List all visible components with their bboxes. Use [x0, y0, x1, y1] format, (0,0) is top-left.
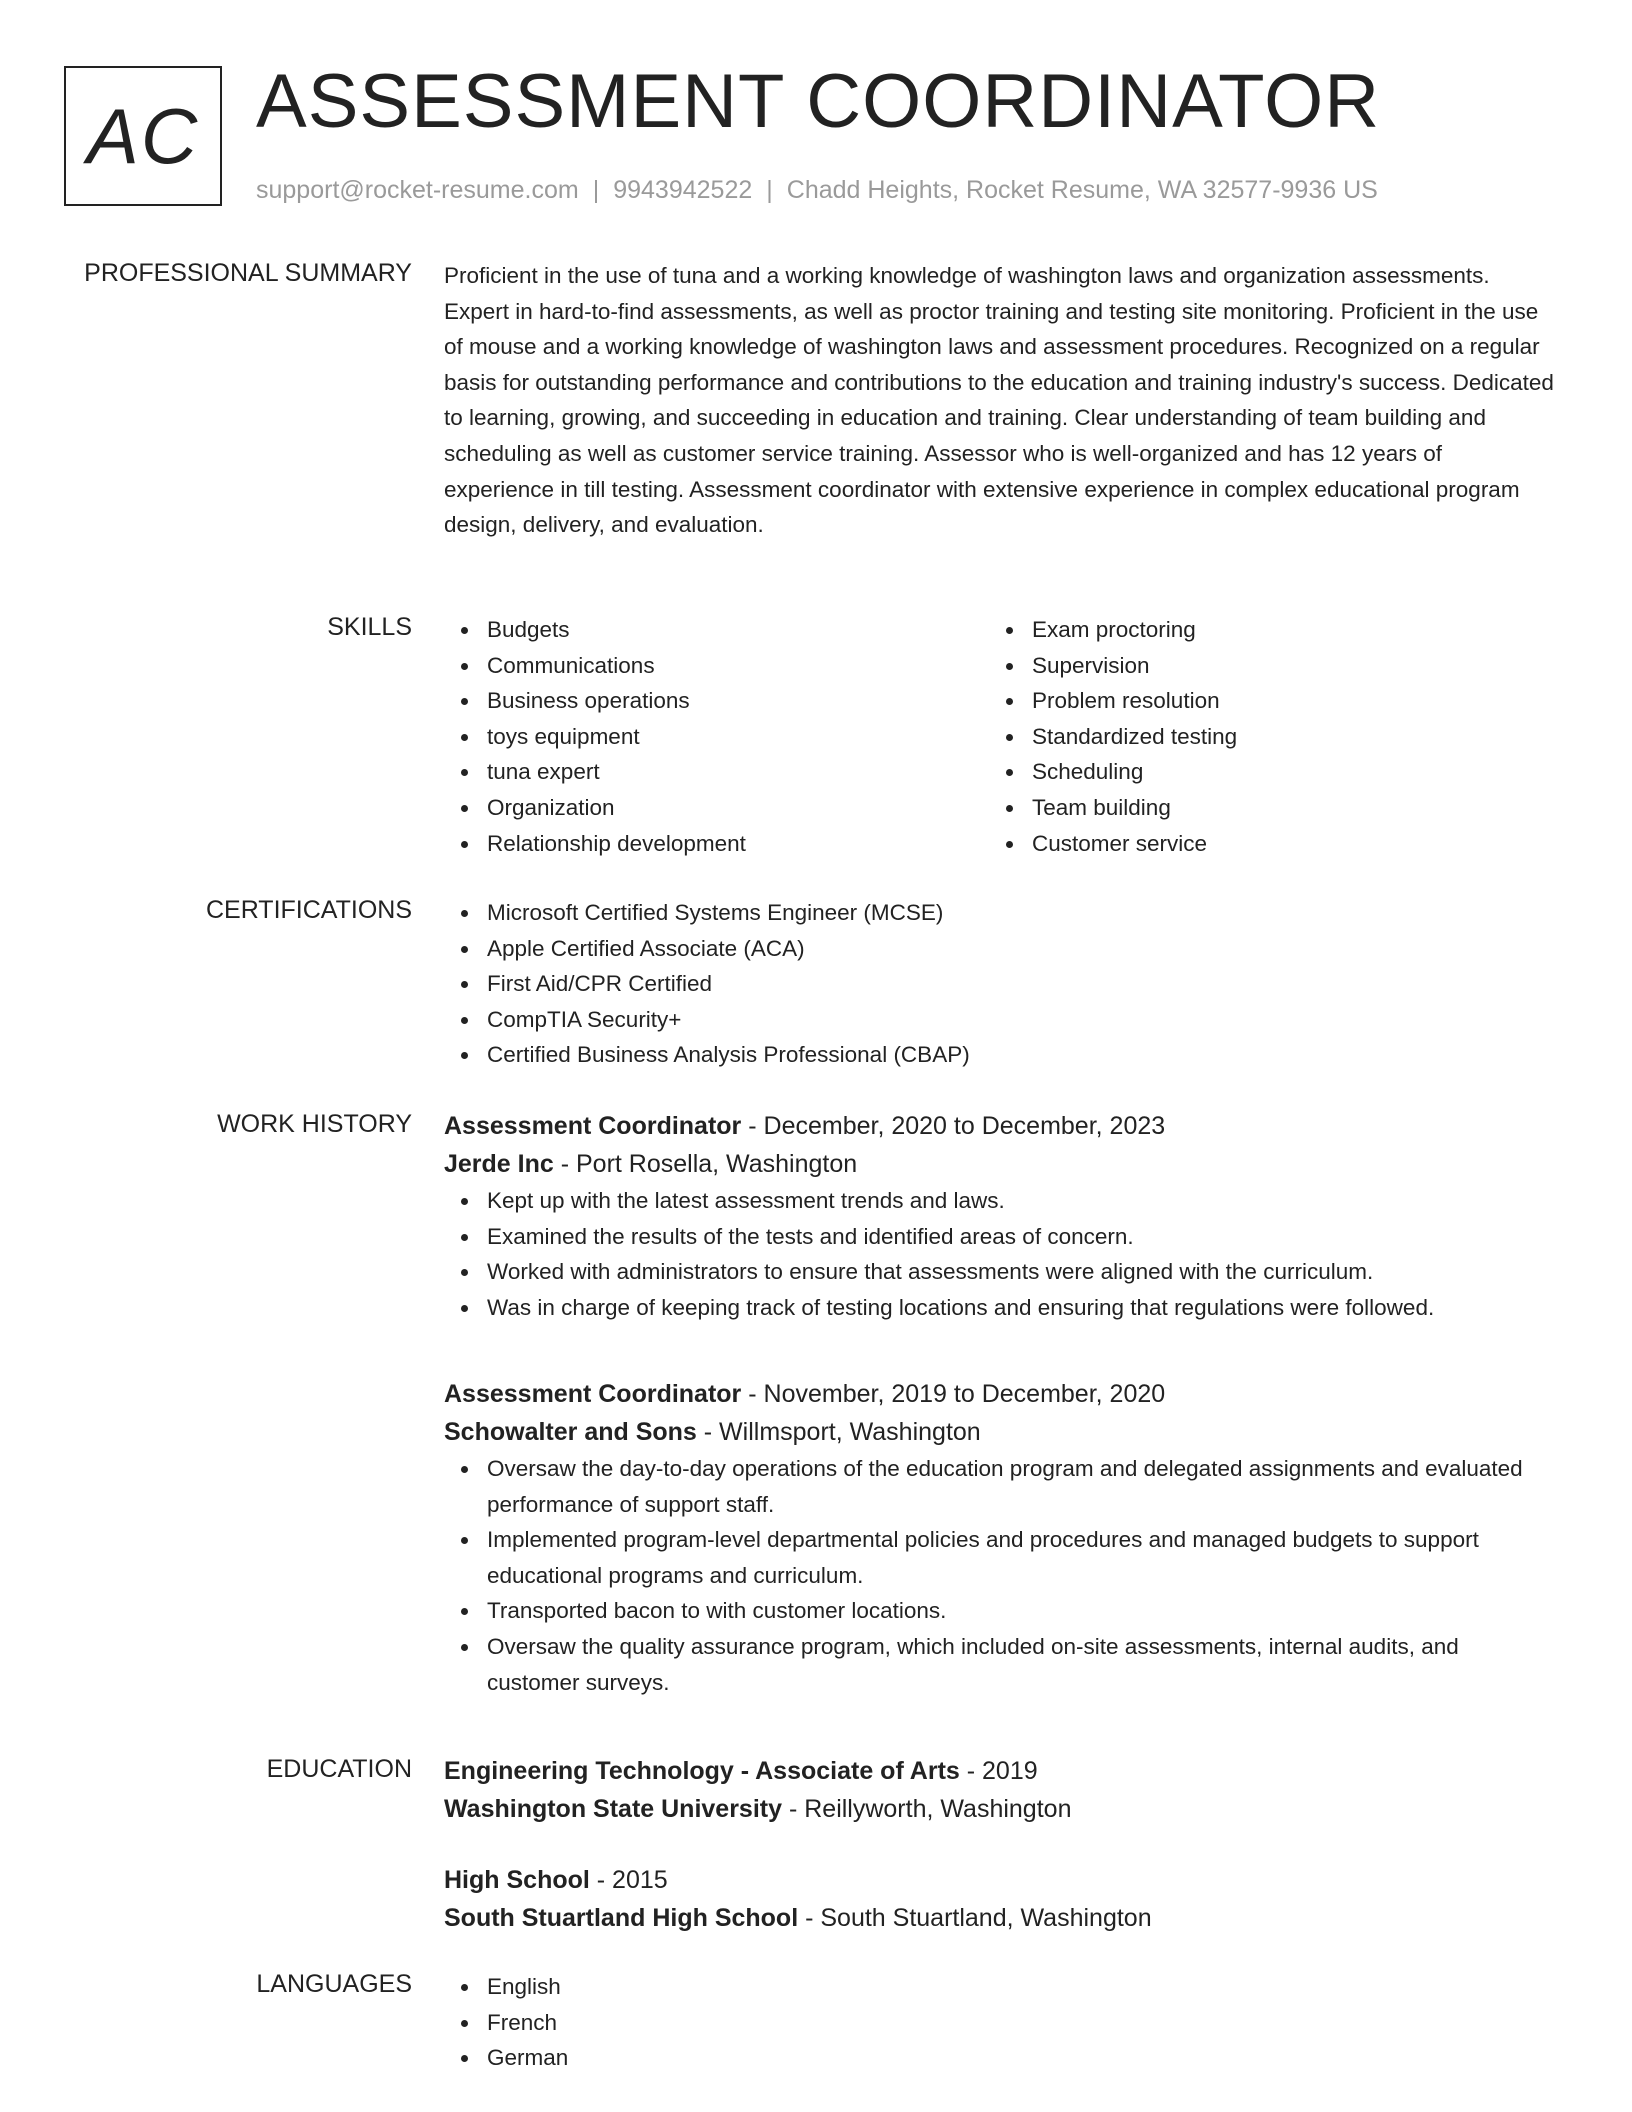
section-label-education: EDUCATION — [266, 1755, 412, 1783]
job-dates: - December, 2020 to December, 2023 — [741, 1112, 1166, 1140]
education-degree: Engineering Technology - Associate of Arts — [444, 1757, 960, 1785]
list-item: Budgets — [444, 612, 989, 648]
education-year: - 2015 — [589, 1866, 668, 1894]
list-item: Certified Business Analysis Professional (CBAP) — [444, 1037, 1554, 1073]
education-school-line — [444, 1899, 1554, 1937]
contact-address: Chadd Heights, Rocket Resume, WA 32577-9936 US — [786, 176, 1378, 204]
education-school-line — [444, 1790, 1554, 1828]
job-entry — [444, 1107, 1554, 1325]
list-item: Team building — [989, 790, 1534, 826]
list-item: Implemented program-level departmental policies and procedures and managed budgets to support educational programs and curriculum. — [444, 1522, 1554, 1593]
education-degree-line — [444, 1752, 1554, 1790]
contact-email[interactable]: support@rocket-resume.com — [256, 176, 579, 204]
summary-text: Proficient in the use of tuna and a working knowledge of washington laws and organization assessments. Expert in hard-to-find assessments, as well as proctor training and testing site monitoring. Proficient in the use of mouse and a working knowledge of washington laws and assessment procedures. Recognized on a regular basis for outstanding performance and contributions to the education and training industry's success. Dedicated to learning, growing, and succeeding in education and training. Clear understanding of team building and scheduling as well as customer service training. Assessor who is well-organized and has 12 years of experience in till testing. Assessment coordinator with extensive experience in complex educational program design, delivery, and evaluation. — [444, 263, 1554, 538]
job-title-line — [444, 1375, 1554, 1413]
section-label-skills: SKILLS — [327, 613, 412, 641]
job-bullets — [444, 1183, 1554, 1325]
list-item: Business operations — [444, 683, 989, 719]
education-degree: High School — [444, 1866, 590, 1894]
page-title: ASSESSMENT COORDINATOR — [256, 59, 1381, 144]
list-item: Communications — [444, 648, 989, 684]
education-location: - Reillyworth, Washington — [782, 1795, 1072, 1823]
contact-phone[interactable]: 9943942522 — [613, 176, 753, 204]
languages-list — [444, 1969, 1554, 2076]
list-item: French — [444, 2005, 1554, 2041]
list-item: Examined the results of the tests and identified areas of concern. — [444, 1219, 1554, 1255]
education-year: - 2019 — [959, 1757, 1038, 1785]
list-item: Problem resolution — [989, 683, 1534, 719]
skills-list-right — [989, 612, 1534, 861]
education-school: South Stuartland High School — [444, 1904, 799, 1932]
list-item: Exam proctoring — [989, 612, 1534, 648]
monogram: AC — [64, 66, 222, 206]
education-degree-line — [444, 1861, 1554, 1899]
education-location: - South Stuartland, Washington — [798, 1904, 1152, 1932]
job-bullets — [444, 1451, 1554, 1700]
skills-grid — [444, 612, 1554, 861]
list-item: Was in charge of keeping track of testing locations and ensuring that regulations were followed. — [444, 1290, 1554, 1326]
contact-line — [256, 174, 1378, 206]
job-location: - Port Rosella, Washington — [553, 1150, 858, 1178]
list-item: Worked with administrators to ensure that assessments were aligned with the curriculum. — [444, 1254, 1554, 1290]
list-item: Transported bacon to with customer locations. — [444, 1593, 1554, 1629]
list-item: Scheduling — [989, 754, 1534, 790]
list-item: toys equipment — [444, 719, 989, 755]
list-item: Oversaw the quality assurance program, which included on-site assessments, internal audits, and customer surveys. — [444, 1629, 1554, 1700]
education-school: Washington State University — [444, 1795, 783, 1823]
section-label-work: WORK HISTORY — [217, 1110, 412, 1138]
section-label-languages: LANGUAGES — [256, 1970, 412, 1998]
job-title: Assessment Coordinator — [444, 1380, 742, 1408]
list-item: Relationship development — [444, 826, 989, 862]
list-item: Microsoft Certified Systems Engineer (MCSE) — [444, 895, 1554, 931]
contact-separator: | — [766, 176, 773, 204]
list-item: First Aid/CPR Certified — [444, 966, 1554, 1002]
list-item: Supervision — [989, 648, 1534, 684]
list-item: tuna expert — [444, 754, 989, 790]
job-dates: - November, 2019 to December, 2020 — [741, 1380, 1166, 1408]
list-item: Organization — [444, 790, 989, 826]
list-item: Oversaw the day-to-day operations of the education program and delegated assignments and evaluated performance of support staff. — [444, 1451, 1554, 1522]
list-item: English — [444, 1969, 1554, 2005]
skills-list-left — [444, 612, 989, 861]
list-item: Kept up with the latest assessment trends and laws. — [444, 1183, 1554, 1219]
contact-separator: | — [592, 176, 600, 204]
section-label-summary: PROFESSIONAL SUMMARY — [84, 259, 412, 287]
job-title: Assessment Coordinator — [444, 1112, 742, 1140]
job-title-line — [444, 1107, 1554, 1145]
section-label-certifications: CERTIFICATIONS — [205, 896, 412, 924]
certifications-list — [444, 895, 1554, 1073]
job-company-line — [444, 1413, 1554, 1451]
job-company-line — [444, 1145, 1554, 1183]
job-company: Schowalter and Sons — [444, 1418, 697, 1446]
education-entry — [444, 1752, 1554, 1828]
list-item: German — [444, 2040, 1554, 2076]
list-item: Apple Certified Associate (ACA) — [444, 931, 1554, 967]
education-entry — [444, 1861, 1554, 1937]
job-entry — [444, 1375, 1554, 1700]
certifications-body — [444, 895, 1554, 1073]
list-item: CompTIA Security+ — [444, 1002, 1554, 1038]
job-company: Jerde Inc — [444, 1150, 554, 1178]
job-location: - Willmsport, Washington — [696, 1418, 981, 1446]
languages-body — [444, 1969, 1554, 2076]
list-item: Customer service — [989, 826, 1534, 862]
list-item: Standardized testing — [989, 719, 1534, 755]
